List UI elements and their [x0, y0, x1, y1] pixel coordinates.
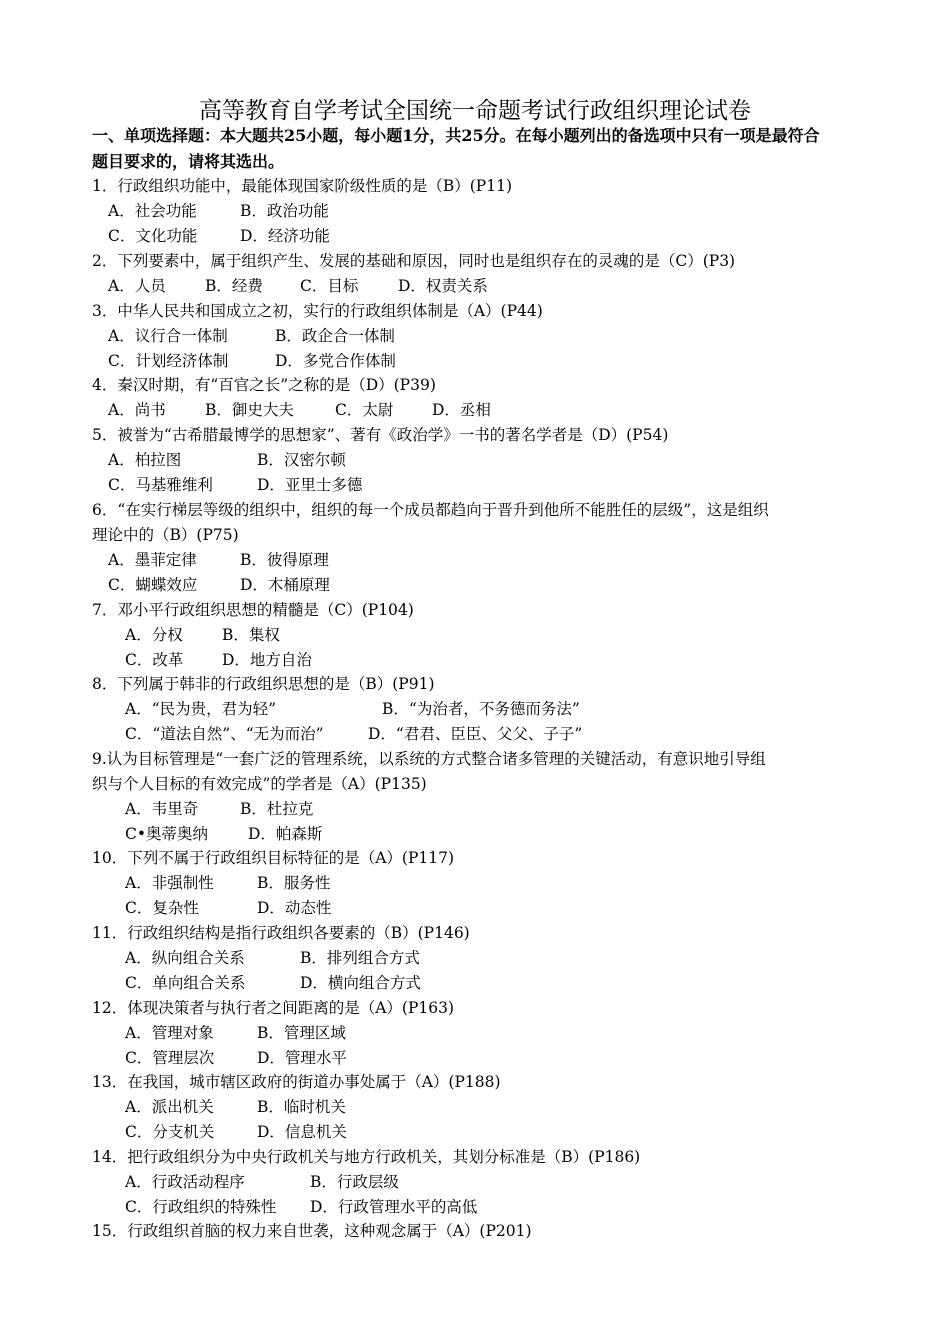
question-8-option: B．“为治者，不务德而务法” — [382, 700, 580, 718]
question-4-option: A．尚书 — [108, 401, 166, 419]
question-4-stem: 4．秦汉时期，有“百官之长”之称的是（D）(P39) — [92, 376, 436, 394]
question-12-stem: 12．体现决策者与执行者之间距离的是（A）(P163) — [92, 999, 455, 1017]
question-11-option: C．单向组合关系 — [125, 974, 246, 992]
question-3-option: C．计划经济体制 — [108, 352, 229, 370]
question-3-stem: 3．中华人民共和国成立之初，实行的行政组织体制是（A）(P44) — [92, 302, 543, 320]
question-1-option: A．社会功能 — [108, 202, 197, 220]
question-10-option: A．非强制性 — [125, 874, 214, 892]
question-7-option: C．改革 — [125, 651, 184, 669]
question-2-option: D．权责关系 — [398, 277, 488, 295]
question-9-option: D．帕森斯 — [248, 825, 323, 843]
section-instruction-line-2: 题目要求的，请将其选出。 — [92, 152, 285, 171]
question-7-option: D．地方自治 — [222, 651, 312, 669]
question-12-option: C．管理层次 — [125, 1049, 215, 1067]
question-4-option: C．太尉 — [335, 401, 394, 419]
question-9-option: B．杜拉克 — [240, 800, 314, 818]
question-9-option: A．韦里奇 — [125, 800, 199, 818]
question-12-option: A．管理对象 — [125, 1024, 214, 1042]
question-14-option: D．行政管理水平的高低 — [310, 1198, 478, 1216]
question-12-option: B．管理区域 — [257, 1024, 346, 1042]
question-10-option: C．复杂性 — [125, 899, 199, 917]
question-9-stem: 9.认为目标管理是“一套广泛的管理系统，以系统的方式整合诸多管理的关键活动，有意识地引导组 — [92, 750, 766, 768]
question-6-option: C．蝴蝶效应 — [108, 576, 198, 594]
question-8-option: C．“道法自然”、“无为而治” — [125, 725, 324, 743]
question-6-option: B．彼得原理 — [240, 551, 329, 569]
question-15-stem: 15．行政组织首脑的权力来自世袭，这种观念属于（A）(P201) — [92, 1222, 532, 1240]
exam-title: 高等教育自学考试全国统一命题考试行政组织理论试卷 — [199, 98, 751, 124]
question-8-stem: 8．下列属于韩非的行政组织思想的是（B）(P91) — [92, 675, 435, 693]
question-3-option: D．多党合作体制 — [275, 352, 396, 370]
question-5-option: C．马基雅维利 — [108, 476, 213, 494]
question-2-option: C．目标 — [300, 277, 359, 295]
question-11-option: D．横向组合方式 — [300, 974, 421, 992]
question-2-option: A．人员 — [108, 277, 166, 295]
question-5-option: B．汉密尔顿 — [257, 451, 346, 469]
question-10-option: B．服务性 — [257, 874, 331, 892]
question-3-option: A．议行合一体制 — [108, 327, 228, 345]
question-6-option: A．墨菲定律 — [108, 551, 197, 569]
question-8-option: A．“民为贵，君为轻” — [125, 700, 277, 718]
question-13-option: C．分支机关 — [125, 1123, 215, 1141]
question-14-option: B．行政层级 — [310, 1173, 399, 1191]
question-13-option: D．信息机关 — [257, 1123, 347, 1141]
question-8-option: D．“君君、臣臣、父父、子子” — [368, 725, 583, 743]
question-3-option: B．政企合一体制 — [275, 327, 395, 345]
question-5-stem: 5．被誉为“古希腊最博学的思想家”、著有《政治学》一书的著名学者是（D）(P54) — [92, 426, 669, 444]
question-2-option: B．经费 — [205, 277, 263, 295]
question-9-option: C•奥蒂奥纳 — [125, 825, 209, 843]
question-4-option: B．御史大夫 — [205, 401, 294, 419]
question-14-stem: 14．把行政组织分为中央行政机关与地方行政机关，其划分标准是（B）(P186) — [92, 1148, 641, 1166]
question-11-option: B．排列组合方式 — [300, 949, 420, 967]
section-instruction-line-1: 一、单项选择题：本大题共25小题，每小题1分，共25分。在每小题列出的备选项中只有一项是最符合 — [92, 126, 820, 145]
question-7-stem: 7．邓小平行政组织思想的精髓是（C）(P104) — [92, 601, 414, 619]
question-6-stem: 理论中的（B）(P75) — [92, 526, 239, 544]
question-14-option: C．行政组织的特殊性 — [125, 1198, 277, 1216]
question-1-option: B．政治功能 — [240, 202, 329, 220]
question-1-option: C．文化功能 — [108, 227, 198, 245]
question-7-option: B．集权 — [222, 626, 280, 644]
question-6-option: D．木桶原理 — [240, 576, 330, 594]
question-7-option: A．分权 — [125, 626, 183, 644]
question-12-option: D．管理水平 — [257, 1049, 347, 1067]
question-6-stem: 6．“在实行梯层等级的组织中，组织的每一个成员都趋向于晋升到他所不能胜任的层级”，这是组织 — [92, 501, 769, 519]
question-1-option: D．经济功能 — [240, 227, 330, 245]
question-11-stem: 11．行政组织结构是指行政组织各要素的（B）(P146) — [92, 924, 470, 942]
question-5-option: D．亚里士多德 — [257, 476, 363, 494]
question-13-option: B．临时机关 — [257, 1098, 346, 1116]
question-11-option: A．纵向组合关系 — [125, 949, 245, 967]
question-1-stem: 1．行政组织功能中，最能体现国家阶级性质的是（B）(P11) — [92, 177, 513, 195]
question-13-option: A．派出机关 — [125, 1098, 214, 1116]
question-13-stem: 13．在我国，城市辖区政府的街道办事处属于（A）(P188) — [92, 1073, 501, 1091]
question-10-stem: 10．下列不属于行政组织目标特征的是（A）(P117) — [92, 849, 455, 867]
question-5-option: A．柏拉图 — [108, 451, 182, 469]
question-9-stem: 织与个人目标的有效完成”的学者是（A）(P135) — [92, 775, 427, 793]
question-10-option: D．动态性 — [257, 899, 332, 917]
question-14-option: A．行政活动程序 — [125, 1173, 245, 1191]
question-4-option: D．丞相 — [432, 401, 491, 419]
question-2-stem: 2．下列要素中，属于组织产生、发展的基础和原因，同时也是组织存在的灵魂的是（C）(P3) — [92, 252, 736, 270]
